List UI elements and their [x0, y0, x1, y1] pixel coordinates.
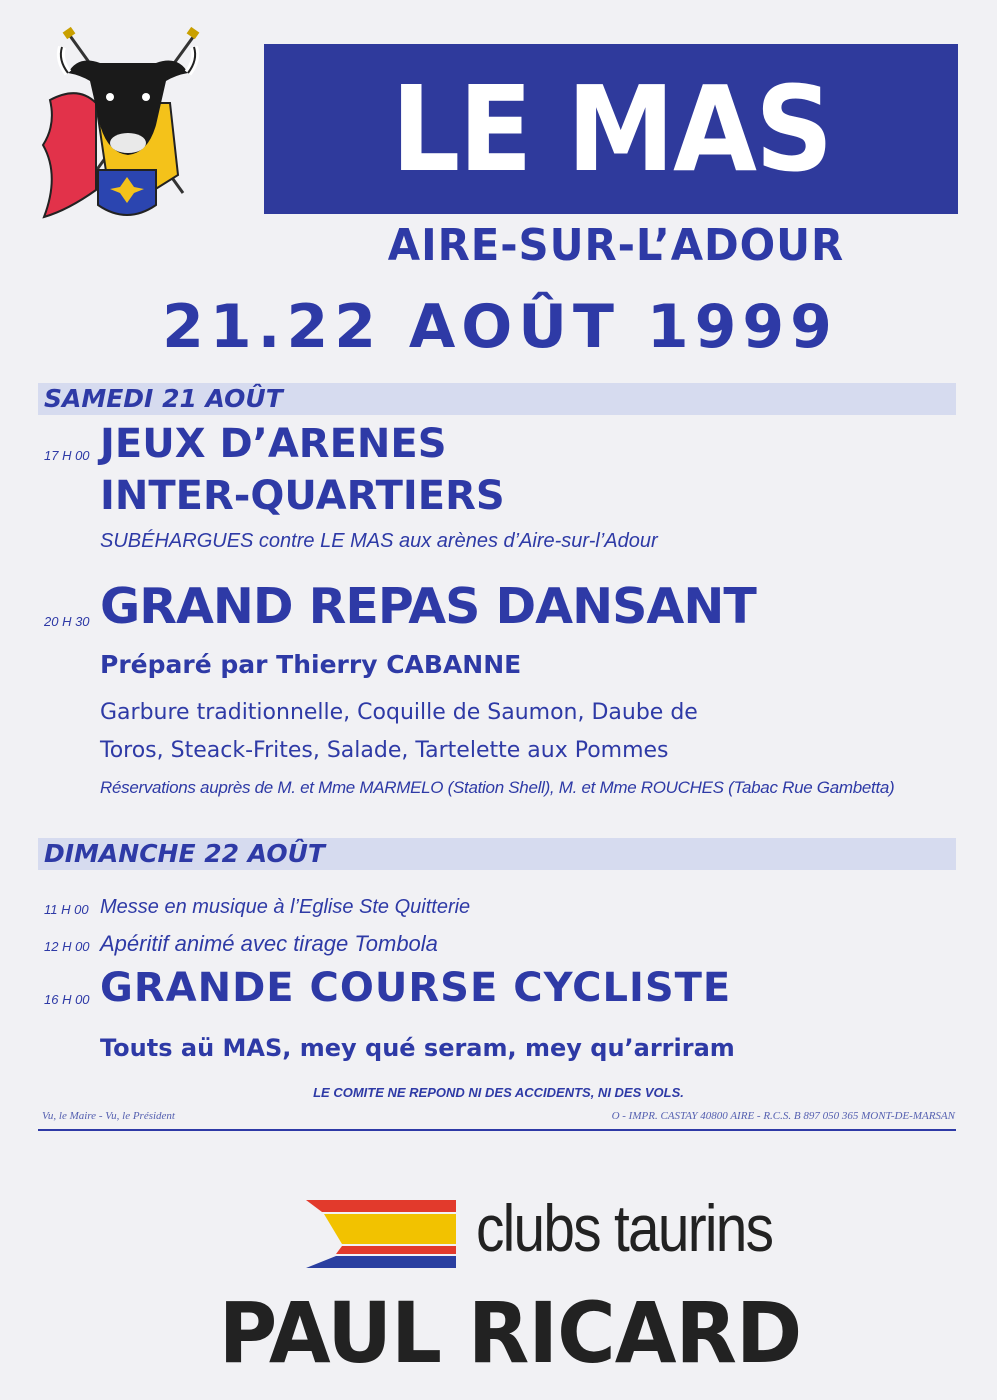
- event-menu-line: Garbure traditionnelle, Coquille de Saumon, Daube de: [100, 700, 698, 725]
- event-time: 16 H 00: [44, 992, 90, 1007]
- page-title: LE MAS: [390, 60, 832, 198]
- event-reservations: Réservations auprès de M. et Mme MARMELO (Station Shell), M. et Mme ROUCHES (Tabac Rue Gambetta): [100, 778, 895, 797]
- event-time: 12 H 00: [44, 939, 90, 954]
- printer-note: O - IMPR. CASTAY 40800 AIRE - R.C.S. B 897 050 365 MONT-DE-MARSAN: [611, 1110, 955, 1122]
- event-title: GRAND REPAS DANSANT: [100, 578, 756, 635]
- divider: [38, 1129, 956, 1131]
- ricard-flag-icon: [306, 1200, 456, 1268]
- day-label-saturday: SAMEDI 21 AOÛT: [44, 384, 283, 413]
- event-title: INTER-QUARTIERS: [100, 473, 505, 519]
- event-time: 11 H 00: [44, 902, 89, 917]
- approval-note: Vu, le Maire - Vu, le Président: [42, 1110, 175, 1122]
- event-detail: SUBÉHARGUES contre LE MAS aux arènes d’Aire-sur-l’Adour: [100, 530, 658, 552]
- event-dates: 21.22 AOÛT 1999: [162, 292, 838, 362]
- event-title: JEUX D’ARENES: [100, 421, 447, 467]
- event-detail: Messe en musique à l’Eglise Ste Quitterie: [100, 896, 471, 918]
- day-band-sunday: [38, 838, 956, 870]
- event-chef: Préparé par Thierry CABANNE: [100, 650, 522, 679]
- town-name: AIRE-SUR-L’ADOUR: [387, 220, 845, 271]
- event-title: GRANDE COURSE CYCLISTE: [100, 965, 732, 1011]
- day-label-sunday: DIMANCHE 22 AOÛT: [44, 839, 325, 868]
- event-menu-line: Toros, Steack-Frites, Salade, Tartelette aux Pommes: [100, 738, 669, 763]
- disclaimer: LE COMITE NE REPOND NI DES ACCIDENTS, NI DES VOLS.: [313, 1085, 684, 1100]
- bull-crest-icon: [38, 25, 218, 230]
- title-banner: [264, 44, 958, 214]
- sponsor-line2: PAUL RICARD: [218, 1284, 802, 1382]
- day-band-saturday: [38, 383, 956, 415]
- event-time: 20 H 30: [44, 614, 90, 629]
- event-detail: Apéritif animé avec tirage Tombola: [100, 931, 438, 956]
- event-motto: Touts aü MAS, mey qué seram, mey qu’arriram: [100, 1034, 735, 1062]
- event-time: 17 H 00: [44, 448, 90, 463]
- sponsor-line1: clubs taurins: [476, 1191, 773, 1265]
